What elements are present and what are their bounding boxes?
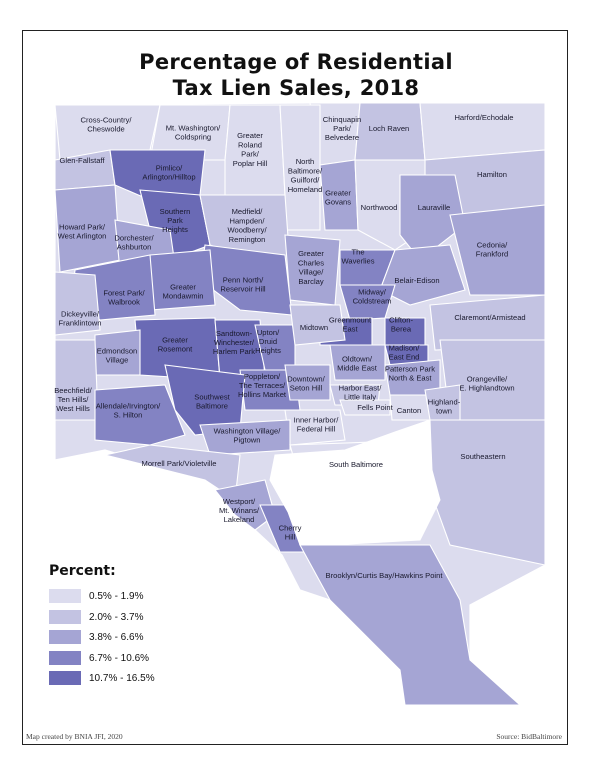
neighborhood-label: Cedonia/ Frankford (475, 240, 509, 259)
neighborhood-label: Penn North/ Reservoir Hill (220, 275, 266, 294)
neighborhood-label: Cross-Country/ Cheswolde (80, 115, 132, 134)
neighborhood-label: Forest Park/ Walbrook (103, 288, 145, 307)
legend-item (49, 589, 143, 603)
legend-label: 10.7% - 16.5% (89, 672, 155, 684)
neighborhood-label: Southern Park Heights (159, 206, 191, 235)
legend-swatch (49, 610, 81, 624)
neighborhood-label: Beechfield/ Ten Hills/ West Hills (54, 385, 92, 414)
map-title-line1: Percentage of Residential (139, 50, 453, 74)
neighborhood-label: Greater Govans (324, 188, 352, 207)
legend-item (49, 671, 155, 685)
neighborhood-label: Pimlico/ Arlington/Hilltop (142, 163, 196, 182)
neighborhood-label: Southwest Baltimore (194, 392, 230, 411)
legend-item (49, 651, 149, 665)
neighborhood-label: Dickeyville/ Franklintown (58, 309, 102, 328)
neighborhood-label: Belair-Edison (394, 276, 440, 285)
neighborhood-label: Dorchester/ Ashburton (114, 233, 154, 252)
neighborhood-label: Downtown/ Seton Hill (287, 374, 325, 393)
neighborhood-label: Southeastern (460, 452, 506, 461)
neighborhood-label: Howard Park/ West Arlington (57, 222, 107, 241)
legend-swatch (49, 630, 81, 644)
neighborhood-label: Orangeville/ E. Highlandtown (459, 374, 515, 393)
neighborhood-label: Madison/ East End (388, 343, 420, 362)
legend-label: 0.5% - 1.9% (89, 590, 144, 602)
neighborhood-label: Patterson Park North & East (384, 364, 436, 383)
neighborhood-label: Cherry Hill (278, 523, 302, 542)
neighborhood-label: Northwood (360, 203, 398, 212)
legend-item (49, 630, 143, 644)
neighborhood-label: Upton/ Druid Heights (255, 327, 281, 356)
legend-swatch (49, 651, 81, 665)
legend-item (49, 610, 143, 624)
neighborhood-label: Greater Charles Village/ Barclay (297, 249, 325, 286)
neighborhood-label: Medfield/ Hampden/ Woodberry/ Remington (227, 207, 267, 244)
neighborhood-label: Harbor East/ Little Italy (338, 383, 382, 402)
neighborhood-label: Oldtown/ Middle East (337, 354, 377, 373)
data-source: Source: BidBaltimore (496, 732, 562, 741)
neighborhood-label: North Baltimore/ Guilford/ Homeland (287, 157, 323, 194)
neighborhood-label: South Baltimore (328, 460, 384, 469)
neighborhood-label: Loch Raven (368, 124, 410, 133)
neighborhood-label: Midway/ Coldstream (352, 287, 392, 306)
legend-label: 6.7% - 10.6% (89, 652, 150, 664)
neighborhood-label: Morrell Park/Violetville (141, 459, 217, 468)
neighborhood-label: Canton (396, 406, 422, 415)
neighborhood-label: Highland-town (427, 397, 461, 416)
neighborhood-label: Mt. Washington/ Coldspring (165, 123, 221, 142)
neighborhood-area (150, 250, 215, 310)
neighborhood-label: Claremont/Armistead (454, 313, 526, 322)
neighborhood-label: Midtown (299, 323, 329, 332)
neighborhood-label: Sandtown-Winchester/ Harlem Park (212, 328, 256, 357)
neighborhood-label: Greenmount East (328, 315, 372, 334)
neighborhood-label: Lauraville (417, 203, 451, 212)
neighborhood-label: The Waverlies (341, 247, 375, 266)
neighborhood-label: Chinquapin Park/ Belvedere (322, 114, 362, 143)
map-title-line2: Tax Lien Sales, 2018 (172, 76, 420, 100)
legend-label: 3.8% - 6.6% (89, 631, 144, 643)
legend-title: Percent: (49, 563, 116, 579)
neighborhood-label: Fells Point (357, 403, 393, 412)
neighborhood-label: Washington Village/ Pigtown (213, 426, 281, 445)
map-credit: Map created by BNIA JFI, 2020 (26, 732, 123, 741)
neighborhood-label: Inner Harbor/ Federal Hill (293, 415, 339, 434)
legend-swatch (49, 671, 81, 685)
neighborhood-label: Hamilton (477, 170, 507, 179)
neighborhood-label: Glen-Fallstaff (59, 156, 105, 165)
neighborhood-label: Greater Rosemont (157, 335, 193, 354)
neighborhood-label: Clifton-Berea (388, 315, 414, 334)
neighborhood-label: Westport/ Mt. Winans/ Lakeland (218, 496, 260, 525)
neighborhood-label: Greater Mondawmin (162, 282, 204, 301)
legend-label: 2.0% - 3.7% (89, 611, 144, 623)
neighborhood-label: Edmondson Village (96, 346, 138, 365)
neighborhood-label: Greater Roland Park/ Poplar Hill (232, 131, 268, 168)
legend-swatch (49, 589, 81, 603)
neighborhood-label: Allendale/Irvington/ S. Hilton (95, 401, 161, 420)
neighborhood-label: Poppleton/ The Terraces/ Hollins Market (237, 371, 287, 400)
neighborhood-label: Harford/Echodale (454, 113, 514, 122)
neighborhood-label: Brooklyn/Curtis Bay/Hawkins Point (325, 571, 443, 580)
